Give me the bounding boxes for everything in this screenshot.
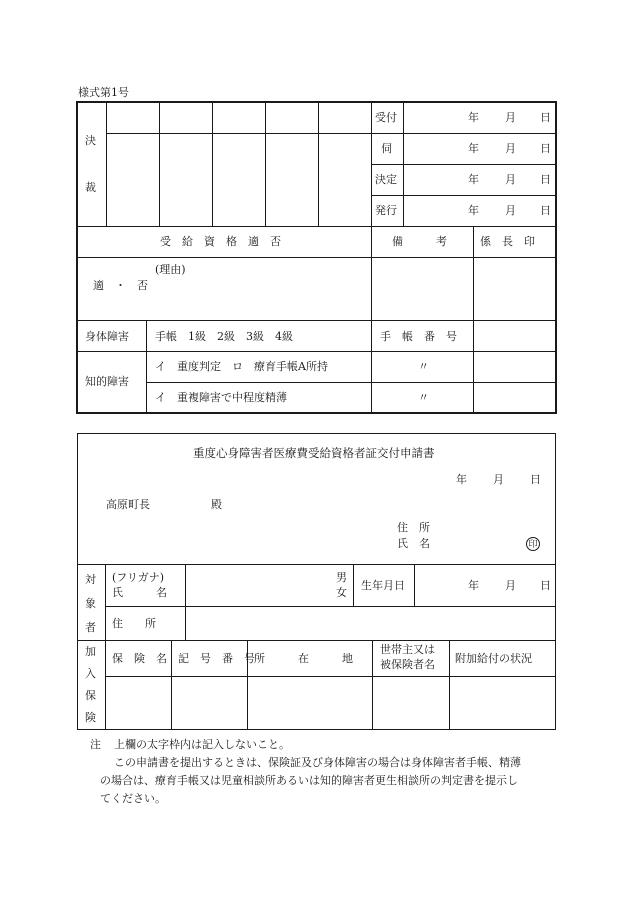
divider bbox=[146, 321, 147, 413]
divider bbox=[105, 606, 556, 607]
day-label: 日 bbox=[540, 142, 551, 155]
divider bbox=[77, 257, 556, 258]
application-year: 年 bbox=[456, 473, 467, 486]
applicant-address-label: 住 所 bbox=[397, 521, 430, 534]
divider bbox=[372, 641, 373, 729]
month-label: 月 bbox=[505, 173, 516, 186]
addressee: 高原町長 bbox=[106, 498, 150, 511]
divider bbox=[414, 565, 415, 606]
divider bbox=[77, 351, 556, 352]
divider bbox=[185, 565, 186, 640]
divider bbox=[371, 133, 556, 134]
divider bbox=[78, 564, 556, 565]
ditto-mark: 〃 bbox=[418, 360, 429, 373]
additional-benefits-header: 附加給付の状況 bbox=[455, 652, 532, 665]
day-label: 日 bbox=[540, 204, 551, 217]
form-number: 様式第1号 bbox=[78, 86, 129, 99]
head-of-household-header: 世帯主又は bbox=[380, 643, 435, 656]
reason-label: (理由) bbox=[155, 263, 186, 276]
insurance-label-char: 保 bbox=[85, 689, 96, 702]
row-label: 受付 bbox=[375, 111, 397, 124]
subject-label-char: 対 bbox=[85, 573, 96, 586]
insurance-label-char: 入 bbox=[85, 667, 96, 680]
divider bbox=[318, 102, 319, 226]
divider bbox=[106, 133, 372, 134]
honorific: 殿 bbox=[211, 498, 222, 511]
application-day: 日 bbox=[530, 473, 541, 486]
birth-month: 月 bbox=[505, 579, 516, 592]
birthdate-label: 生年月日 bbox=[361, 579, 405, 592]
gender-male: 男 bbox=[336, 571, 347, 584]
ditto-mark: 〃 bbox=[418, 391, 429, 404]
year-label: 年 bbox=[468, 204, 479, 217]
divider bbox=[449, 641, 450, 729]
divider bbox=[78, 640, 556, 641]
seal-icon: 印 bbox=[526, 537, 540, 551]
furigana-label: (フリガナ) bbox=[112, 571, 165, 584]
location-header: 所 在 地 bbox=[254, 652, 353, 665]
day-label: 日 bbox=[540, 111, 551, 124]
month-label: 月 bbox=[505, 142, 516, 155]
divider bbox=[146, 382, 556, 383]
divider bbox=[77, 320, 556, 321]
divider bbox=[371, 195, 556, 196]
divider bbox=[171, 641, 172, 729]
application-month: 月 bbox=[493, 473, 504, 486]
kessai-char: 裁 bbox=[85, 181, 96, 194]
notebook-number-label: 手 帳 番 号 bbox=[380, 330, 457, 343]
application-title: 重度心身障害者医療費受給資格者証交付申請書 bbox=[193, 446, 435, 460]
intellectual-option-2: イ 重複障害で中程度精薄 bbox=[155, 391, 287, 404]
subject-name-label: 氏 名 bbox=[112, 586, 167, 599]
row-label: 伺 bbox=[381, 142, 392, 155]
divider bbox=[473, 227, 474, 413]
divider bbox=[212, 102, 213, 226]
divider bbox=[159, 102, 160, 226]
divider bbox=[371, 164, 556, 165]
insurance-label-char: 険 bbox=[85, 711, 96, 724]
divider bbox=[265, 102, 266, 226]
birth-day: 日 bbox=[540, 579, 551, 592]
divider bbox=[106, 102, 107, 226]
insured-name-header: 被保険者名 bbox=[380, 658, 435, 671]
subject-label-char: 者 bbox=[85, 621, 96, 634]
insurance-name-header: 保 険 名 bbox=[112, 652, 167, 665]
subject-label-char: 象 bbox=[85, 597, 96, 610]
applicant-name-label: 氏 名 bbox=[397, 537, 430, 550]
chief-seal-header: 係 長 印 bbox=[480, 235, 535, 248]
year-label: 年 bbox=[468, 111, 479, 124]
divider bbox=[77, 226, 556, 227]
note-line: この申請書を提出するときは、保険証及び身体障害の場合は身体障害者手帳、精薄 bbox=[114, 756, 521, 769]
intellectual-option-1: イ 重度判定 ロ 療育手帳A所持 bbox=[155, 360, 328, 373]
month-label: 月 bbox=[505, 111, 516, 124]
kessai-char: 決 bbox=[85, 134, 96, 147]
eligibility-header: 受 給 資 格 適 否 bbox=[160, 235, 281, 248]
row-label: 発行 bbox=[375, 204, 397, 217]
eligibility-options: 適 ・ 否 bbox=[93, 279, 148, 292]
note-line: 上欄の太字枠内は記入しないこと。 bbox=[114, 738, 290, 751]
year-label: 年 bbox=[468, 142, 479, 155]
physical-disability-label: 身体障害 bbox=[85, 330, 129, 343]
row-label: 決定 bbox=[375, 173, 397, 186]
disability-grades: 手帳 1級 2級 3級 4級 bbox=[155, 330, 293, 343]
note-line: の場合は、療育手帳又は児童相談所あるいは知的障害者更生相談所の判定書を提示し bbox=[100, 774, 518, 787]
year-label: 年 bbox=[468, 173, 479, 186]
symbol-number-header: 記 号 番 号 bbox=[178, 652, 255, 665]
note-label: 注 bbox=[90, 738, 101, 751]
day-label: 日 bbox=[540, 173, 551, 186]
intellectual-disability-label: 知的障害 bbox=[85, 375, 129, 388]
insurance-label-char: 加 bbox=[85, 645, 96, 658]
divider bbox=[353, 565, 354, 606]
subject-address-label: 住 所 bbox=[112, 617, 156, 630]
note-line: てください。 bbox=[100, 792, 166, 805]
remarks-header: 備 考 bbox=[392, 235, 447, 248]
divider bbox=[105, 565, 106, 729]
gender-female: 女 bbox=[336, 586, 347, 599]
birth-year: 年 bbox=[468, 579, 479, 592]
divider bbox=[105, 676, 556, 677]
month-label: 月 bbox=[505, 204, 516, 217]
